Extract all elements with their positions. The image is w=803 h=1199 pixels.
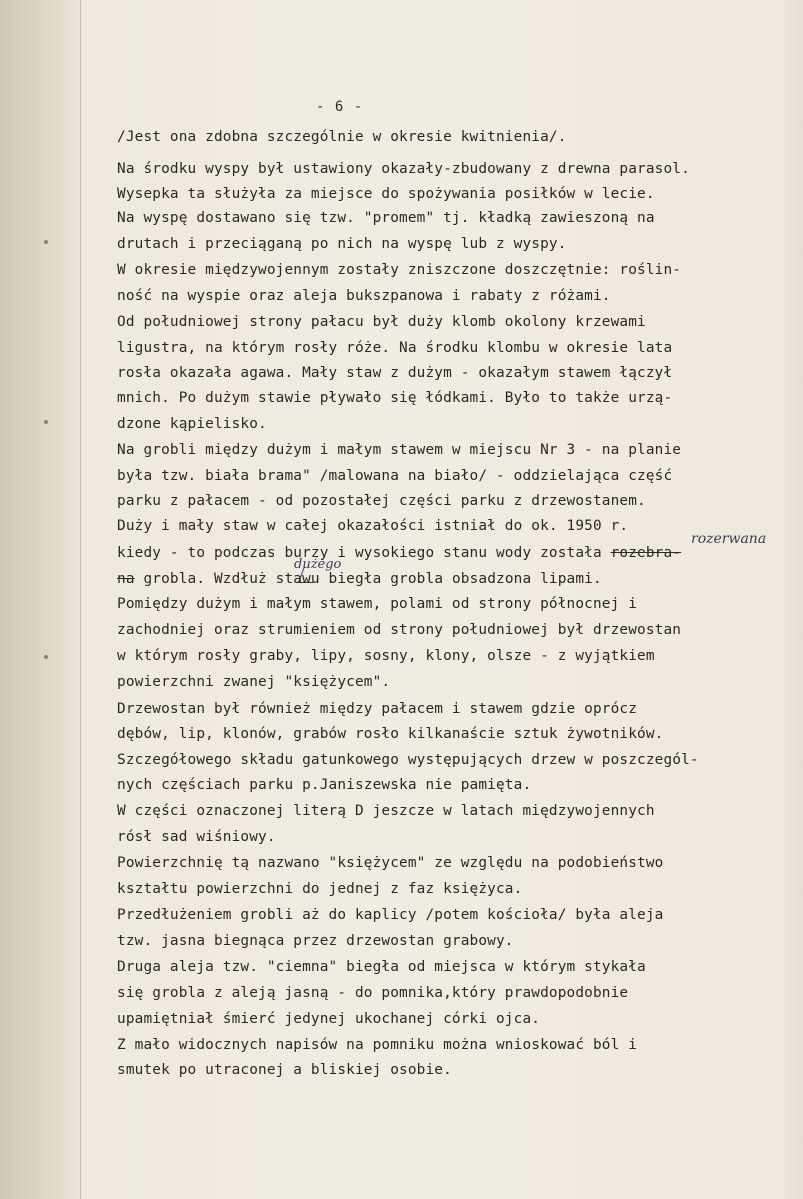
text-line: Na środku wyspy był ustawiony okazały-zbudowany z drewna parasol. [117,161,690,177]
text-line: ligustra, na którym rosły róże. Na środku klombu w okresie lata [117,340,673,356]
text-line: /Jest ona zdobna szczególnie w okresie kwitnienia/. [117,129,567,145]
binding-mark [44,655,48,659]
text-line: rósł sad wiśniowy. [117,829,276,845]
text-line: się grobla z aleją jasną - do pomnika,który prawdopodobnie [117,985,629,1001]
text-line: parku z pałacem - od pozostałej części parku z drzewostanem. [117,493,646,509]
text-line: Duży i mały staw w całej okazałości istniał do ok. 1950 r. [117,518,629,534]
text-line: Na grobli między dużym i małym stawem w miejscu Nr 3 - na planie [117,442,682,458]
binding-mark [44,240,48,244]
text-line: tzw. jasna biegnąca przez drzewostan grabowy. [117,933,514,949]
text-line: w którym rosły graby, lipy, sosny, klony, olsze - z wyjątkiem [117,648,655,664]
text-line: W części oznaczonej literą D jeszcze w latach międzywojennych [117,803,655,819]
handwritten-insertion: dużego [294,557,342,572]
text-segment: grobla. Wzdłuż stawu biegła grobla obsadzona lipami. [134,571,602,587]
text-line: Wysepka ta służyła za miejsce do spożywania posiłków w lecie. [117,186,655,202]
binding-edge [0,0,81,1199]
binding-mark [44,420,48,424]
text-line: upamiętniał śmierć jedynej ukochanej córki ojca. [117,1011,541,1027]
text-line: Pomiędzy dużym i małym stawem, polami od strony północnej i [117,596,638,612]
text-line [117,546,681,560]
text-line: zachodniej oraz strumieniem od strony południowej był drzewostan [117,622,682,638]
text-line: mnich. Po dużym stawie pływało się łódkami. Było to także urzą- [117,390,673,406]
text-segment: kiedy - to podczas burzy i wysokiego stanu wody została [117,545,611,561]
handwritten-correction: rozerwana [691,531,767,547]
struck-word: rozebra- [610,545,682,561]
text-line: W okresie międzywojennym zostały zniszczone doszczętnie: roślin- [117,262,682,278]
text-line: Od południowej strony pałacu był duży klomb okolony krzewami [117,314,646,330]
text-line: Przedłużeniem grobli aż do kaplicy /potem kościoła/ była aleja [117,907,664,923]
struck-word: na [117,571,135,587]
text-line: dzone kąpielisko. [117,416,267,432]
text-line: rosła okazała agawa. Mały staw z dużym - okazałym stawem łączył [117,365,673,381]
text-line: powierzchni zwanej "księżycem". [117,674,391,690]
text-line [117,572,602,586]
text-line: Szczegółowego składu gatunkowego występujących drzew w poszczegól- [117,752,699,768]
text-line: kształtu powierzchni do jednej z faz księżyca. [117,881,523,897]
text-line: Na wyspę dostawano się tzw. "promem" tj. kładką zawieszoną na [117,210,655,226]
text-line: dębów, lip, klonów, grabów rosło kilkanaście sztuk żywotników. [117,726,664,742]
text-line: drutach i przeciąganą po nich na wyspę lub z wyspy. [117,236,567,252]
text-line: nych częściach parku p.Janiszewska nie pamięta. [117,777,532,793]
text-line: Drzewostan był również między pałacem i stawem gdzie oprócz [117,701,638,717]
page-number: - 6 - [316,99,364,115]
text-line: smutek po utraconej a bliskiej osobie. [117,1062,452,1078]
text-line: była tzw. biała brama" /malowana na biało/ - oddzielająca część [117,468,673,484]
text-line: Druga aleja tzw. "ciemna" biegła od miejsca w którym stykała [117,959,646,975]
text-line: ność na wyspie oraz aleja bukszpanowa i rabaty z różami. [117,288,611,304]
text-line: Powierzchnię tą nazwano "księżycem" ze względu na podobieństwo [117,855,664,871]
text-line: Z mało widocznych napisów na pomniku można wnioskować ból i [117,1037,638,1053]
